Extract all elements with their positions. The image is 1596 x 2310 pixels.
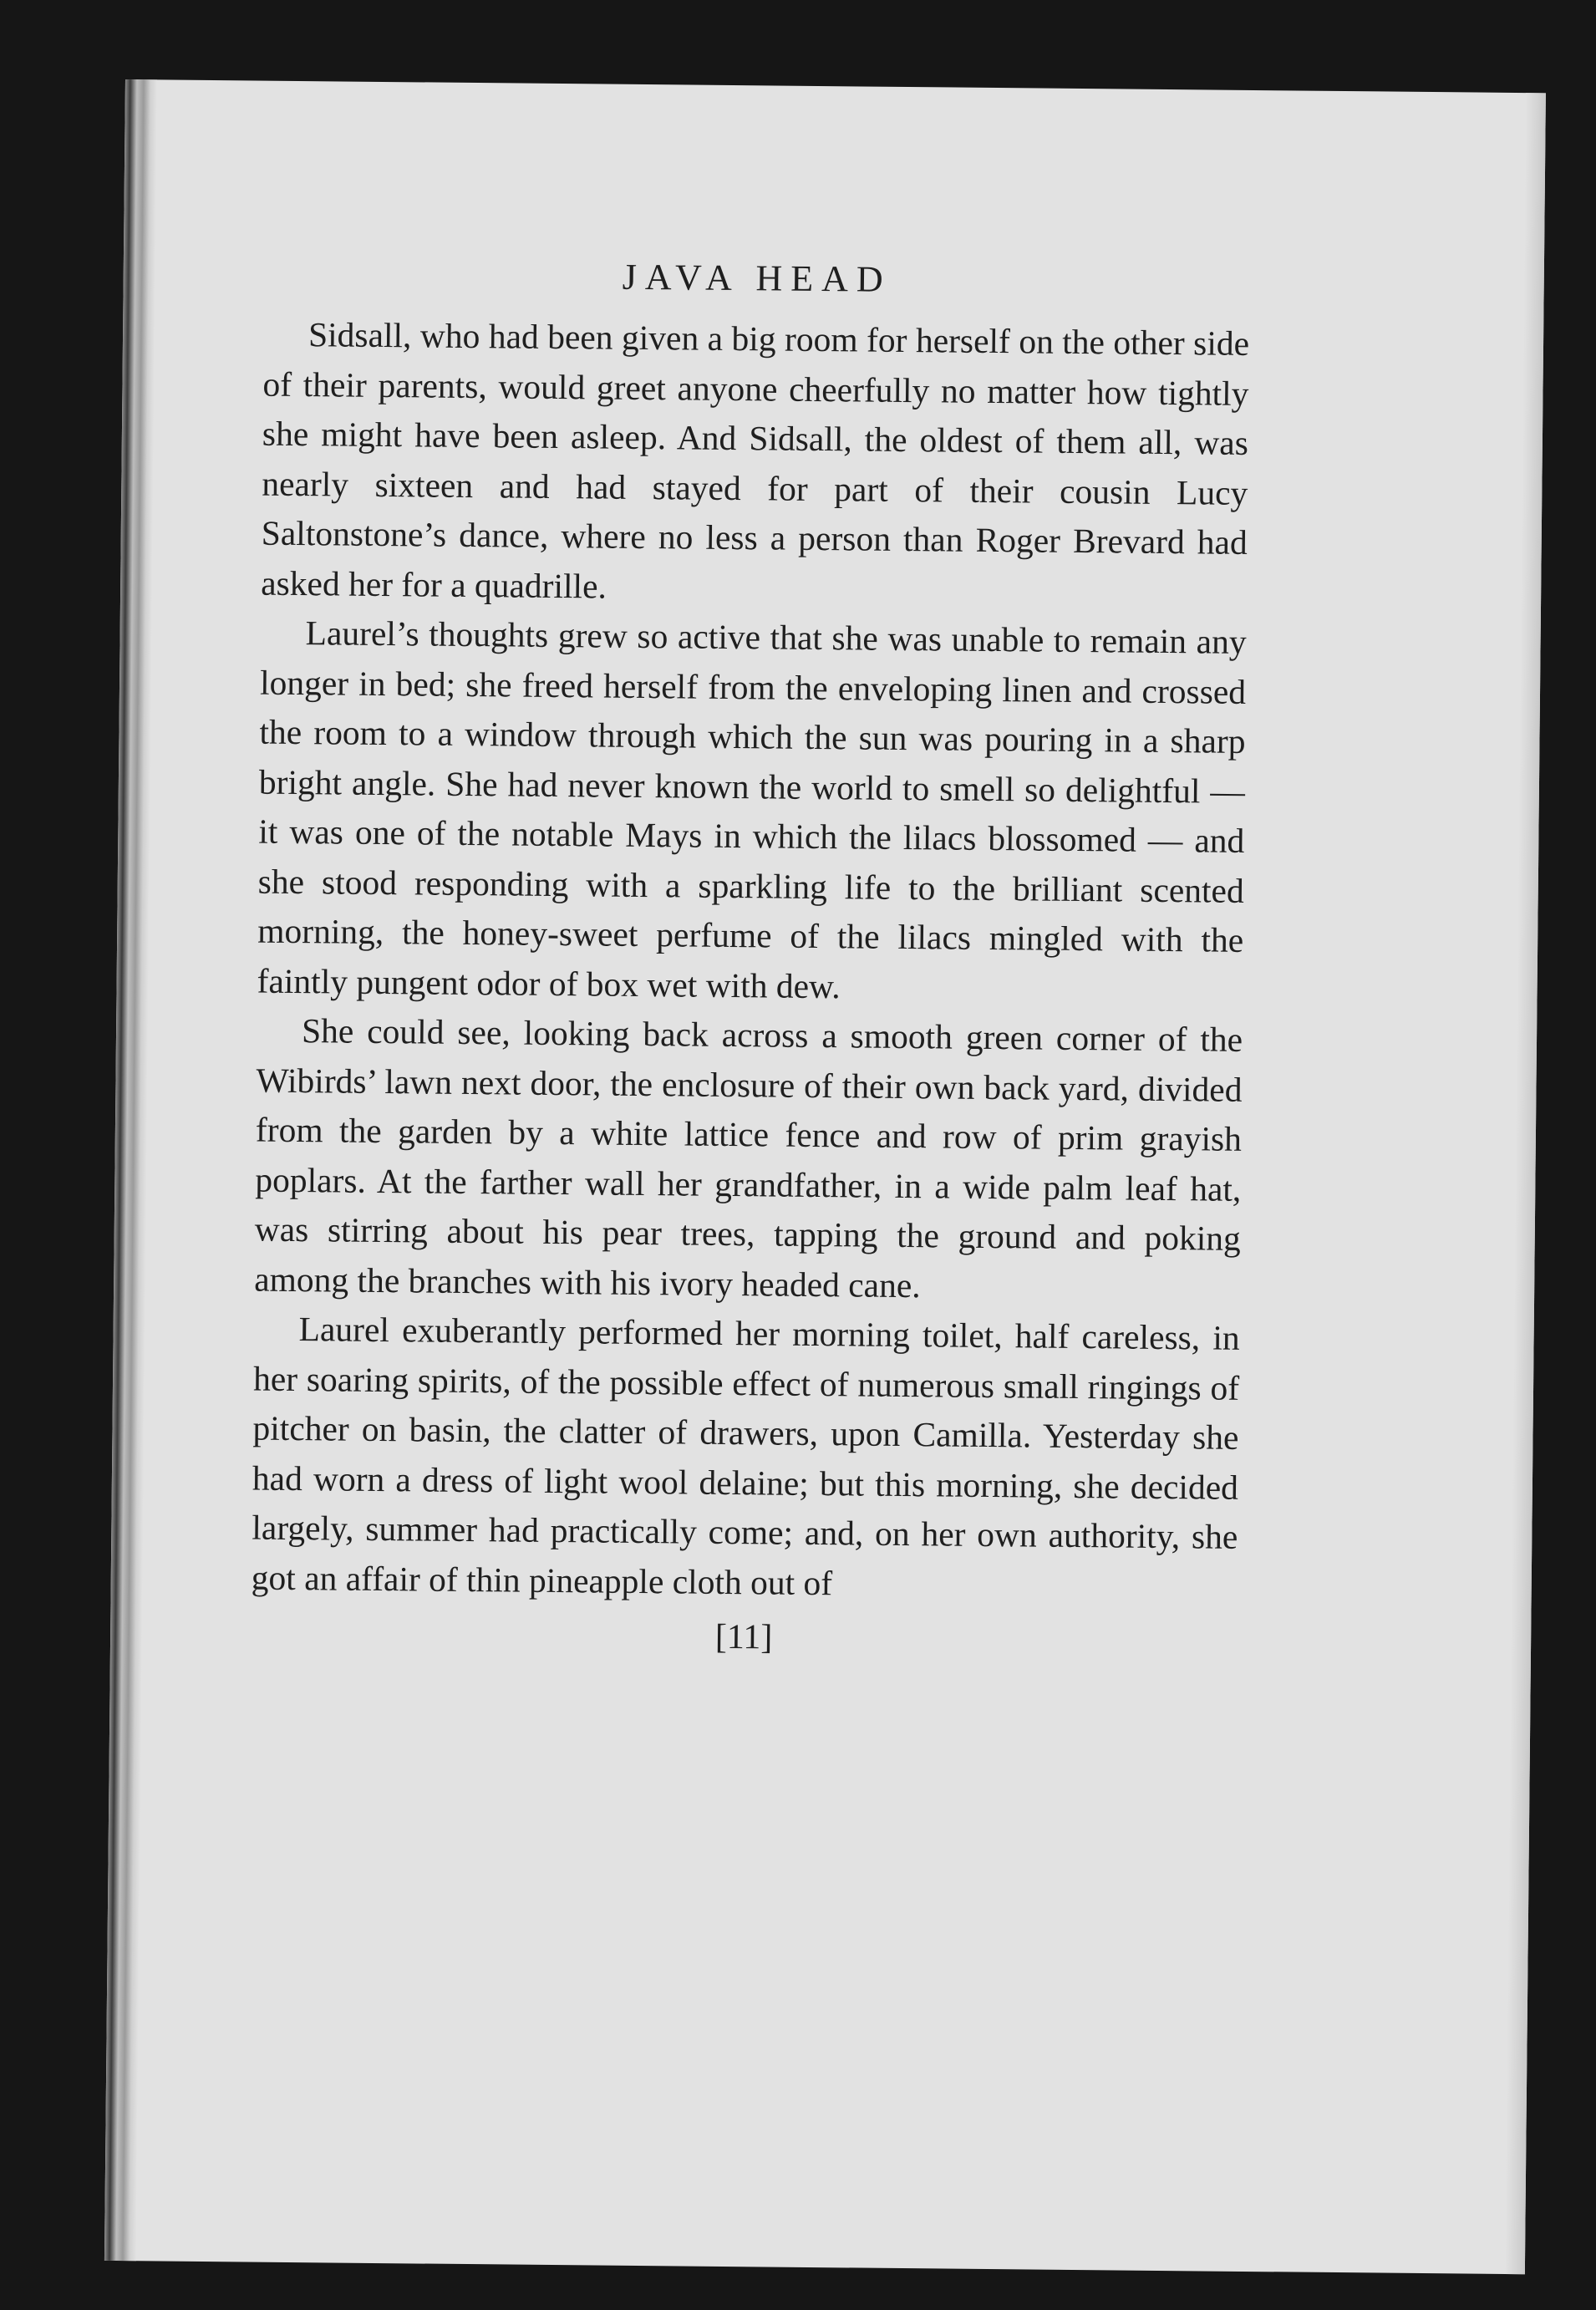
running-head: JAVA HEAD [622, 256, 892, 300]
paragraph-2: Laurel’s thoughts grew so active that she was unable to remain any longer in bed; she freed herself from the enveloping linen and crossed the room to a window through which the sun was pouring in a sharp bright angle. She had never known the world to smell so delightful — it was one of the notable Mays in which the lilacs blossomed — and she stood responding with a sparkling life to the brilliant scented morning, the honey-sweet perfume of the lilacs mingled with the faintly pungent odor of box wet with dew. [257, 613, 1247, 1005]
page-sheet [104, 79, 1546, 2274]
page-number: [11] [714, 1617, 773, 1657]
binding-gutter [104, 79, 157, 2261]
paragraph-1: Sidsall, who had been given a big room for herself on the other side of their parents, would greet anyone cheerfully no matter how tightly she might have been asleep. And Sidsall, the oldest of them all, was nearly sixteen and had stayed for part of their cousin Lucy Saltonstone’s dance, where no less a person than Roger Brevard had asked her for a quadrille. [261, 315, 1250, 606]
paragraph-3: She could see, looking back across a smooth green corner of the Wibirds’ lawn next door, the enclosure of their own back yard, divided from the garden by a white lattice fence and row of prim grayish poplars. At the farther wall her grandfather, in a wide palm leaf hat, was stirring about his pear trees, tapping the ground and poking among the branches with his ivory headed cane. [254, 1011, 1243, 1305]
page-edge-shadow [1505, 93, 1546, 2274]
paragraph-4: Laurel exuberantly performed her morning toilet, half careless, in her soaring spirits, of the possible effect of numerous small ringings of pitcher on basin, the clatter of drawers, upon Camilla. Yesterday she had worn a dress of light wool delaine; but this morning, she decided largely, summer had practically come; and, on her own authority, she got an affair of thin pineapple cloth out of [251, 1310, 1240, 1602]
text-block [251, 252, 1250, 1662]
